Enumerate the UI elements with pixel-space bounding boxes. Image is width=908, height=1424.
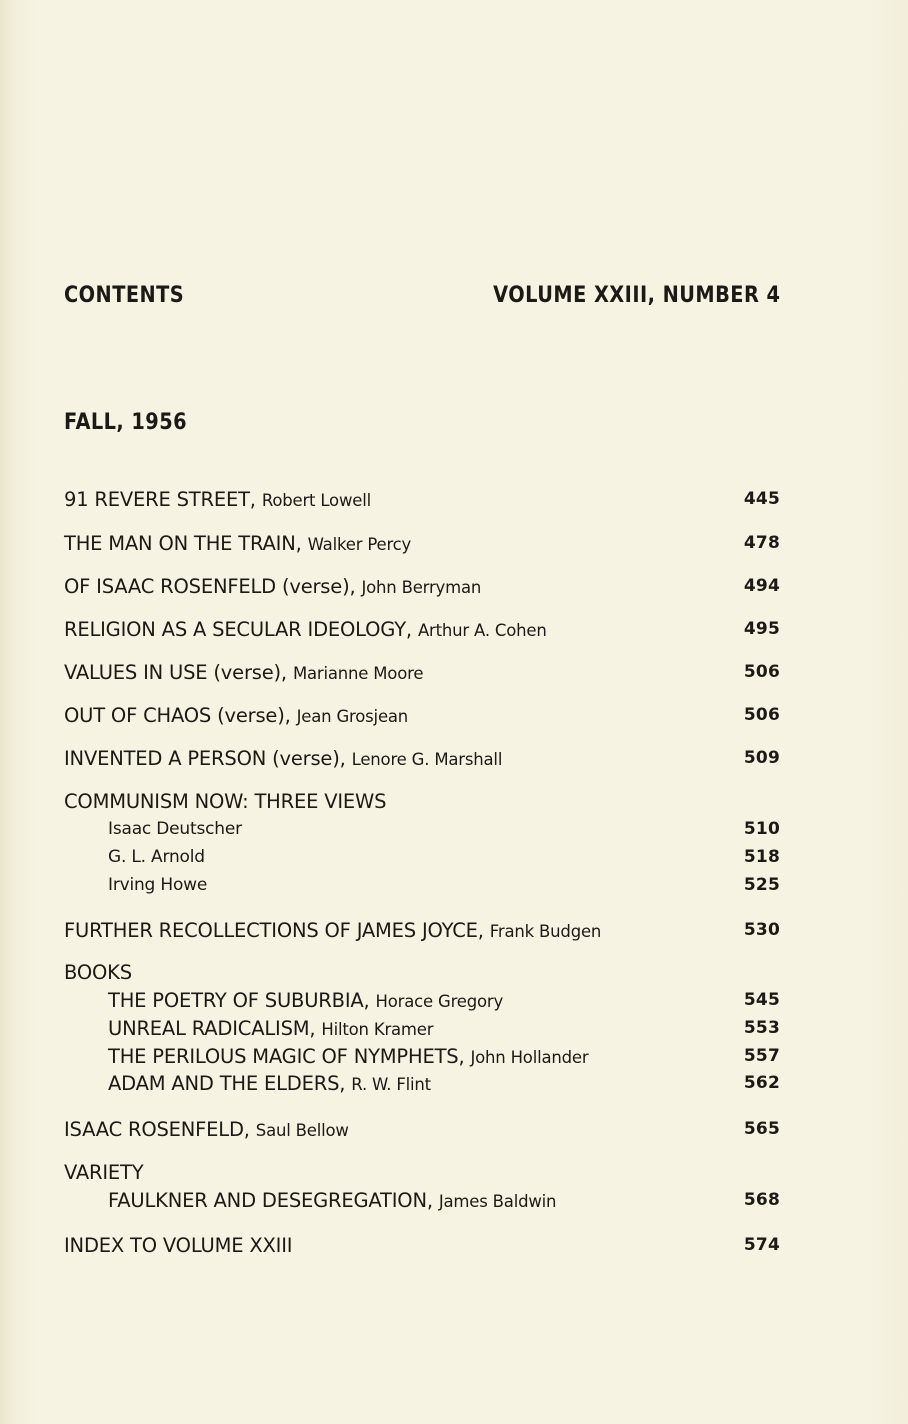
toc-entry xyxy=(64,528,780,558)
toc-sub-entry xyxy=(64,842,780,872)
toc-entry xyxy=(64,700,780,730)
toc-entry xyxy=(64,1230,780,1260)
toc-entry-text xyxy=(64,1072,730,1095)
volume-number-heading: VOLUME XXIII, NUMBER 4 xyxy=(492,283,780,308)
toc-entry-text xyxy=(64,1045,730,1068)
entry-author: Isaac Deutscher xyxy=(108,819,242,839)
entry-author: Walker Percy xyxy=(307,534,412,554)
entry-title: UNREAL RADICALISM, xyxy=(108,1016,316,1040)
entry-author: Lenore G. Marshall xyxy=(351,749,503,769)
entry-page: 553 xyxy=(743,1018,780,1038)
entry-title: RELIGION AS A SECULAR IDEOLOGY, xyxy=(64,617,412,641)
toc-section-heading xyxy=(64,957,780,987)
entry-title: 91 REVERE STREET, xyxy=(64,487,256,511)
entry-author: John Berryman xyxy=(361,577,482,597)
entry-page: 495 xyxy=(743,619,780,639)
entry-title: INDEX TO VOLUME XXIII xyxy=(64,1233,293,1257)
entry-title: THE MAN ON THE TRAIN, xyxy=(64,531,302,555)
section-title: VARIETY xyxy=(64,1160,144,1184)
toc-entry-text xyxy=(64,661,730,684)
entry-author: James Baldwin xyxy=(438,1191,557,1211)
toc-entry-text xyxy=(64,747,730,770)
toc-entry-text xyxy=(64,532,730,555)
entry-page: 525 xyxy=(743,875,780,895)
entry-page: 562 xyxy=(743,1073,780,1093)
toc-entry-text xyxy=(64,618,730,641)
toc-section-heading xyxy=(64,786,780,816)
toc-entry xyxy=(64,915,780,945)
entry-title: VALUES IN USE (verse), xyxy=(64,660,287,684)
toc-entry-text xyxy=(64,989,730,1012)
entry-author: John Hollander xyxy=(470,1047,589,1067)
toc-entry-text xyxy=(64,1189,730,1212)
entry-page: 557 xyxy=(743,1046,780,1066)
entry-page: 445 xyxy=(743,489,780,509)
entry-page: 530 xyxy=(743,920,780,940)
toc-section-heading xyxy=(64,1157,780,1187)
issue-date: FALL, 1956 xyxy=(64,410,188,435)
toc-entry xyxy=(64,484,780,514)
toc-entry-text xyxy=(64,575,730,598)
toc-sub-entry xyxy=(64,814,780,844)
entry-author: Hilton Kramer xyxy=(321,1019,434,1039)
toc-entry-text xyxy=(64,1017,730,1040)
entry-page: 568 xyxy=(743,1190,780,1210)
toc-entry xyxy=(64,1114,780,1144)
entry-title: ISAAC ROSENFELD, xyxy=(64,1117,250,1141)
toc-sub-entry xyxy=(64,1013,780,1043)
entry-title: OF ISAAC ROSENFELD (verse), xyxy=(64,574,356,598)
entry-author: Frank Budgen xyxy=(489,921,602,941)
entry-author: Irving Howe xyxy=(108,875,208,895)
entry-page: 478 xyxy=(743,533,780,553)
entry-title: THE POETRY OF SUBURBIA, xyxy=(108,988,370,1012)
entry-title: OUT OF CHAOS (verse), xyxy=(64,703,291,727)
toc-sub-entry xyxy=(64,1068,780,1098)
section-title: COMMUNISM NOW: THREE VIEWS xyxy=(64,789,387,813)
toc-entry-text xyxy=(64,704,730,727)
entry-author: Horace Gregory xyxy=(375,991,504,1011)
entry-author: G. L. Arnold xyxy=(108,847,205,867)
toc-entry xyxy=(64,657,780,687)
contents-heading: CONTENTS xyxy=(64,283,185,308)
entry-page: 565 xyxy=(743,1119,780,1139)
entry-author: Marianne Moore xyxy=(292,663,424,683)
entry-author: Saul Bellow xyxy=(255,1120,349,1140)
toc-entry xyxy=(64,743,780,773)
toc-sub-entry xyxy=(64,1185,780,1215)
entry-page: 574 xyxy=(743,1235,780,1255)
entry-title: FAULKNER AND DESEGREGATION, xyxy=(108,1188,433,1212)
entry-title: THE PERILOUS MAGIC OF NYMPHETS, xyxy=(108,1044,465,1068)
entry-page: 506 xyxy=(743,662,780,682)
entry-author: Robert Lowell xyxy=(261,490,371,510)
toc-sub-entry xyxy=(64,985,780,1015)
entry-page: 494 xyxy=(743,576,780,596)
toc-sub-entry xyxy=(64,870,780,900)
entry-page: 545 xyxy=(743,990,780,1010)
toc-entry xyxy=(64,614,780,644)
entry-title: ADAM AND THE ELDERS, xyxy=(108,1071,346,1095)
section-title: BOOKS xyxy=(64,960,132,984)
entry-page: 509 xyxy=(743,748,780,768)
entry-page: 518 xyxy=(743,847,780,867)
entry-page: 506 xyxy=(743,705,780,725)
toc-entry xyxy=(64,571,780,601)
entry-author: Jean Grosjean xyxy=(296,706,409,726)
toc-entry-text xyxy=(64,1118,730,1141)
entry-author: R. W. Flint xyxy=(351,1074,431,1094)
toc-entry-text xyxy=(64,919,730,942)
toc-entry-text xyxy=(64,488,730,511)
entry-page: 510 xyxy=(743,819,780,839)
toc-sub-entry xyxy=(64,1041,780,1071)
entry-title: FURTHER RECOLLECTIONS OF JAMES JOYCE, xyxy=(64,918,484,942)
entry-title: INVENTED A PERSON (verse), xyxy=(64,746,346,770)
entry-author: Arthur A. Cohen xyxy=(417,620,547,640)
